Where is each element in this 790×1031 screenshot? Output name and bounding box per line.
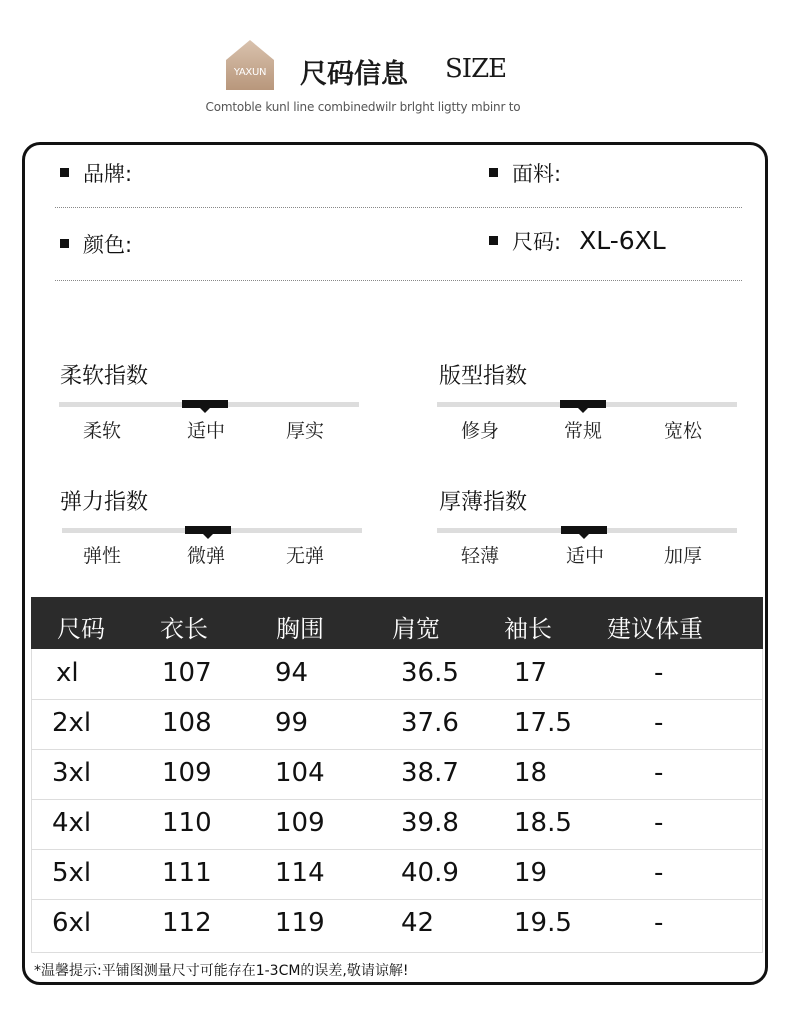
cell-sleeve: 18 — [514, 758, 548, 788]
cell-weight: - — [654, 808, 664, 838]
cell-shoulder: 36.5 — [401, 658, 459, 688]
fabric-field — [489, 158, 561, 188]
softness-option: 厚实 — [285, 420, 324, 442]
column-header-weight: 建议体重 — [607, 615, 703, 643]
softness-option: 柔软 — [82, 420, 121, 442]
cell-sleeve: 17.5 — [514, 708, 572, 738]
measurement-note: *温馨提示:平铺图测量尺寸可能存在1-3CM的误差,敬请谅解! — [34, 963, 409, 979]
table-row — [32, 849, 762, 900]
cell-shoulder: 38.7 — [401, 758, 459, 788]
cell-weight: - — [654, 708, 664, 738]
fit-option: 常规 — [563, 420, 602, 442]
size-table-body — [31, 649, 763, 953]
table-row — [32, 749, 762, 800]
fit-scale — [437, 402, 737, 407]
cell-size: 2xl — [52, 708, 92, 738]
brand-label: 品牌: — [83, 162, 133, 186]
thickness-option: 加厚 — [663, 545, 702, 567]
cell-shoulder: 40.9 — [401, 858, 459, 888]
thickness-option: 轻薄 — [460, 545, 499, 567]
table-row — [32, 799, 762, 850]
elasticity-marker — [185, 526, 231, 534]
size-field — [489, 226, 666, 256]
column-header-size: 尺码 — [57, 615, 105, 643]
elasticity-option: 无弹 — [285, 545, 324, 567]
fit-marker — [560, 400, 606, 408]
cell-length: 111 — [162, 858, 212, 888]
fit-option: 宽松 — [663, 420, 702, 442]
cell-chest: 119 — [275, 908, 325, 938]
bullet-icon — [60, 239, 69, 248]
fit-option: 修身 — [460, 420, 499, 442]
cell-chest: 109 — [275, 808, 325, 838]
fabric-label: 面料: — [512, 162, 562, 186]
thickness-index-title: 厚薄指数 — [439, 490, 528, 515]
cell-chest: 99 — [275, 708, 309, 738]
elasticity-index-title: 弹力指数 — [60, 490, 149, 515]
cell-size: 5xl — [52, 858, 92, 888]
table-row — [32, 649, 762, 700]
color-field — [60, 229, 132, 259]
cell-chest: 94 — [275, 658, 309, 688]
cell-weight: - — [654, 908, 664, 938]
softness-marker — [182, 400, 228, 408]
page-title-en: SIZE — [445, 54, 507, 84]
cell-sleeve: 19 — [514, 858, 548, 888]
column-header-shoulder: 肩宽 — [392, 615, 440, 643]
page-subtitle: Comtoble kunl line combinedwilr brlght ligtty mbinr to — [205, 100, 521, 114]
column-header-chest: 胸围 — [276, 615, 324, 643]
size-label: 尺码: — [512, 230, 562, 254]
cell-length: 107 — [162, 658, 212, 688]
cell-length: 108 — [162, 708, 212, 738]
elasticity-option: 微弹 — [186, 545, 225, 567]
cell-weight: - — [654, 658, 664, 688]
thickness-option: 适中 — [565, 545, 604, 567]
elasticity-scale — [62, 528, 362, 533]
thickness-scale — [437, 528, 737, 533]
divider — [55, 280, 742, 281]
cell-size: 4xl — [52, 808, 92, 838]
cell-chest: 114 — [275, 858, 325, 888]
cell-length: 110 — [162, 808, 212, 838]
cell-size: 6xl — [52, 908, 92, 938]
size-value: XL-6XL — [579, 226, 666, 255]
bullet-icon — [489, 236, 498, 245]
softness-index-title: 柔软指数 — [60, 364, 149, 389]
table-row — [32, 699, 762, 750]
brand-logo — [226, 40, 274, 90]
cell-length: 109 — [162, 758, 212, 788]
column-header-sleeve: 袖长 — [504, 615, 552, 643]
cell-sleeve: 17 — [514, 658, 548, 688]
cell-weight: - — [654, 858, 664, 888]
column-header-length: 衣长 — [160, 615, 208, 643]
softness-option: 适中 — [186, 420, 225, 442]
table-row — [32, 899, 762, 949]
bullet-icon — [489, 168, 498, 177]
cell-sleeve: 18.5 — [514, 808, 572, 838]
page-title: 尺码信息 — [300, 59, 408, 90]
size-table-header — [31, 597, 763, 649]
cell-shoulder: 37.6 — [401, 708, 459, 738]
thickness-marker — [561, 526, 607, 534]
cell-sleeve: 19.5 — [514, 908, 572, 938]
elasticity-option: 弹性 — [82, 545, 121, 567]
cell-length: 112 — [162, 908, 212, 938]
brand-field — [60, 158, 132, 188]
logo-text: YAXUN — [233, 67, 267, 78]
cell-shoulder: 42 — [401, 908, 435, 938]
cell-size: xl — [56, 658, 79, 688]
cell-weight: - — [654, 758, 664, 788]
cell-chest: 104 — [275, 758, 325, 788]
fit-index-title: 版型指数 — [439, 364, 528, 389]
softness-scale — [59, 402, 359, 407]
color-label: 颜色: — [83, 233, 133, 257]
divider — [55, 207, 742, 208]
cell-shoulder: 39.8 — [401, 808, 459, 838]
cell-size: 3xl — [52, 758, 92, 788]
bullet-icon — [60, 168, 69, 177]
